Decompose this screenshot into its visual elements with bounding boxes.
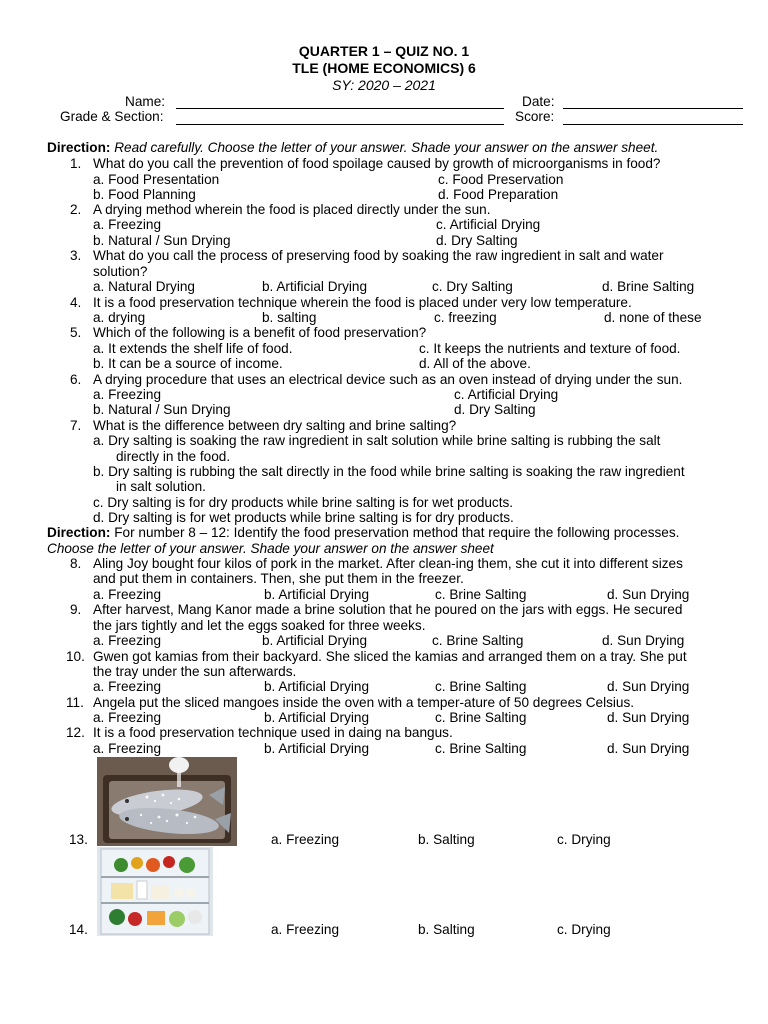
q14-number: 14. [69,922,88,937]
q9-option-a: a. Freezing [93,633,162,648]
q2-option-b: b. Natural / Sun Drying [93,233,231,248]
q3-option-c: c. Dry Salting [432,279,513,294]
q12-option-a: a. Freezing [93,741,162,756]
q12-option-d: d. Sun Drying [607,741,690,756]
q11-text: Angela put the sliced mangoes inside the oven with a temper-ature of 50 degrees Celsius. [93,695,635,710]
q5-text: Which of the following is a benefit of food preservation? [93,325,427,340]
q11-option-a: a. Freezing [93,710,162,725]
q10-option-b: b. Artificial Drying [264,679,370,694]
score-line [563,124,743,125]
q1-text: What do you call the prevention of food spoilage caused by growth of microorganisms in food? [93,156,661,171]
q13-option-b: b. Salting [418,832,475,847]
q1-number: 1. [70,156,82,171]
quiz-title: QUARTER 1 – QUIZ NO. 1 [298,43,470,59]
grade-section-label: Grade & Section: [60,109,164,124]
q6-option-c: c. Artificial Drying [454,387,559,402]
refrigerator-photo [97,847,213,936]
q8-number: 8. [70,556,82,571]
q7-number: 7. [70,418,82,433]
q9-text-line2: the jars tightly and let the eggs soaked for three weeks. [93,618,426,633]
q6-option-a: a. Freezing [93,387,162,402]
q8-text-line1: Aling Joy bought four kilos of pork in the market. After clean-ing them, she cut it into different sizes [93,556,683,571]
direction-1-text: Read carefully. Choose the letter of your answer. Shade your answer on the answer sheet. [110,140,659,155]
direction-2-label: Direction: [47,525,111,540]
q12-option-b: b. Artificial Drying [264,741,370,756]
q7-text: What is the difference between dry salting and brine salting? [93,418,457,433]
q9-option-d: d. Sun Drying [602,633,685,648]
q2-option-d: d. Dry Salting [436,233,518,248]
q4-option-c: c. freezing [434,310,497,325]
q2-number: 2. [70,202,82,217]
q7-option-a-line1: a. Dry salting is soaking the raw ingredient in salt solution while brine salting is rubbing the salt [93,433,661,448]
direction-2 [47,525,679,541]
q4-number: 4. [70,295,82,310]
q3-text-line2: solution? [93,264,148,279]
q10-option-a: a. Freezing [93,679,162,694]
q13-option-c: c. Drying [557,832,611,847]
direction-2-italic: Choose the letter of your answer. Shade your answer on the answer sheet [47,541,494,556]
q4-option-b: b. salting [262,310,317,325]
q6-option-d: d. Dry Salting [454,402,536,417]
q5-number: 5. [70,325,82,340]
q12-text: It is a food preservation technique used in daing na bangus. [93,725,453,740]
q1-option-a: a. Food Presentation [93,172,220,187]
q11-number: 11. [66,695,84,710]
grade-section-line [176,124,504,125]
direction-1 [47,140,658,156]
q11-option-b: b. Artificial Drying [264,710,370,725]
name-label: Name: [125,94,166,109]
direction-2-text: For number 8 – 12: Identify the food preservation method that require the following processes. [110,525,680,540]
direction-1-label: Direction: [47,140,111,155]
q1-option-b: b. Food Planning [93,187,196,202]
q6-text: A drying procedure that uses an electrical device such as an oven instead of drying under the sun. [93,372,683,387]
q12-number: 12. [66,725,85,740]
q6-option-b: b. Natural / Sun Drying [93,402,231,417]
q2-text: A drying method wherein the food is placed directly under the sun. [93,202,491,217]
q8-option-d: d. Sun Drying [607,587,690,602]
q4-option-d: d. none of these [604,310,702,325]
q13-option-a: a. Freezing [271,832,340,847]
q5-option-c: c. It keeps the nutrients and texture of food. [419,341,681,356]
q6-number: 6. [70,372,82,387]
q9-option-b: b. Artificial Drying [262,633,368,648]
q9-number: 9. [70,602,82,617]
q9-option-c: c. Brine Salting [432,633,524,648]
date-line [563,108,743,109]
q8-text-line2: and put them in containers. Then, she put them in the freezer. [93,571,464,586]
q10-option-d: d. Sun Drying [607,679,690,694]
q7-option-d: d. Dry salting is for wet products while brine salting is for dry products. [93,510,514,525]
q2-option-c: c. Artificial Drying [436,217,541,232]
q4-option-a: a. drying [93,310,146,325]
q5-option-a: a. It extends the shelf life of food. [93,341,293,356]
q3-option-a: a. Natural Drying [93,279,195,294]
salted-fish-photo [97,757,237,846]
q8-option-c: c. Brine Salting [435,587,527,602]
subject-title: TLE (HOME ECONOMICS) 6 [292,60,476,76]
q14-option-b: b. Salting [418,922,475,937]
q7-option-a-line2: directly in the food. [116,449,231,464]
q8-option-a: a. Freezing [93,587,162,602]
q10-text-line1: Gwen got kamias from their backyard. She sliced the kamias and arranged them on a tray. She put [93,649,687,664]
q1-option-d: d. Food Preparation [438,187,559,202]
q10-option-c: c. Brine Salting [435,679,527,694]
q12-option-c: c. Brine Salting [435,741,527,756]
q3-number: 3. [70,248,82,263]
q3-text-line1: What do you call the process of preserving food by soaking the raw ingredient in salt and water [93,248,664,263]
school-year: SY: 2020 – 2021 [332,77,436,93]
q7-option-b-line1: b. Dry salting is rubbing the salt directly in the food while brine salting is soaking the raw ingredient [93,464,685,479]
q10-number: 10. [66,649,85,664]
q3-option-b: b. Artificial Drying [262,279,368,294]
q11-option-d: d. Sun Drying [607,710,690,725]
q1-option-c: c. Food Preservation [438,172,564,187]
q13-number: 13. [69,832,88,847]
q9-text-line1: After harvest, Mang Kanor made a brine solution that he poured on the jars with eggs. He secured [93,602,683,617]
q10-text-line2: the tray under the sun afterwards. [93,664,297,679]
q5-option-d: d. All of the above. [419,356,531,371]
q7-option-c: c. Dry salting is for dry products while brine salting is for wet products. [93,495,514,510]
q11-option-c: c. Brine Salting [435,710,527,725]
q14-option-a: a. Freezing [271,922,340,937]
q5-option-b: b. It can be a source of income. [93,356,283,371]
q7-option-b-line2: in salt solution. [116,479,206,494]
date-label: Date: [522,94,555,109]
score-label: Score: [515,109,555,124]
q3-option-d: d. Brine Salting [602,279,695,294]
q8-option-b: b. Artificial Drying [264,587,370,602]
q4-text: It is a food preservation technique wherein the food is placed under very low temperature. [93,295,632,310]
name-line [176,108,504,109]
q2-option-a: a. Freezing [93,217,162,232]
q14-option-c: c. Drying [557,922,611,937]
